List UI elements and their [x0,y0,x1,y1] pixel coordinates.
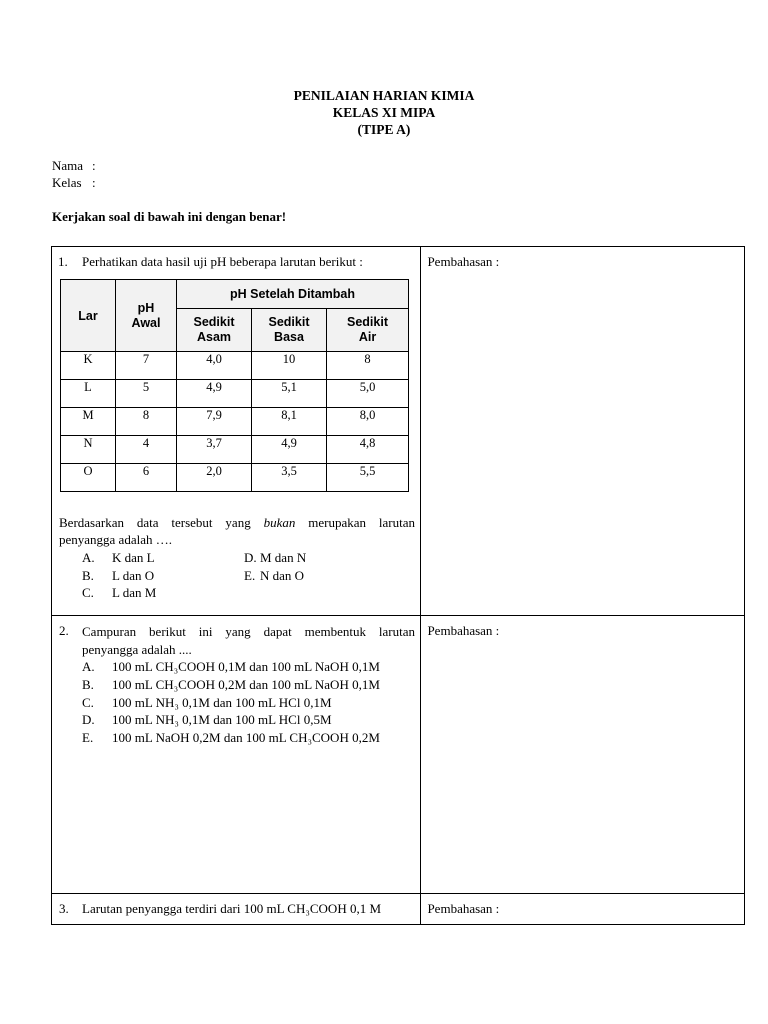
cell-basa: 3,5 [252,464,327,492]
sub-header-basa-l1: Sedikit [268,315,310,329]
table-row [61,408,409,436]
cell-lar: N [61,436,116,464]
sub-header-asam [177,309,252,352]
option-b[interactable] [82,676,380,694]
option-text: L dan O [112,567,155,583]
cell-air: 5,5 [327,464,409,492]
kelas-label: Kelas [52,175,82,190]
col-ph-awal-header [116,280,177,352]
option-key: C. [82,585,94,600]
cell-awal: 7 [116,352,177,380]
cell-basa: 10 [252,352,327,380]
cell-basa: 4,9 [252,436,327,464]
cell-lar: K [61,352,116,380]
option-text: N dan O [260,567,305,583]
kelas-row [52,174,96,191]
question-2-text: Campuran berikut ini yang dapat membentuk larutan penyangga adalah .... [82,624,415,657]
option-text: 100 mL CH₃COOH 0,1M dan 100 mL NaOH 0,1M [112,659,380,674]
question-3 [59,901,419,917]
cell-asam: 4,9 [177,380,252,408]
cell-lar: L [61,380,116,408]
option-d[interactable] [82,711,380,729]
pembahasan-2-label: Pembahasan : [427,623,500,638]
group-header: pH Setelah Ditambah [177,280,409,309]
option-text: 100 mL CH₃COOH 0,2M dan 100 mL NaOH 0,1M [112,676,380,692]
document-header [0,87,768,138]
stem-before: Berdasarkan data tersebut yang [59,515,264,530]
question-1-text: Perhatikan data hasil uji pH beberapa larutan berikut : [82,254,363,269]
option-text: 100 mL NH₃ 0,1M dan 100 mL HCl 0,5M [112,712,332,728]
pembahasan-3-cell[interactable] [421,894,745,925]
col-ph-awal-line1: pH [137,300,155,315]
header-title: PENILAIAN HARIAN KIMIA [293,88,475,103]
cell-awal: 4 [116,436,177,464]
question-3-cell [52,894,421,925]
table-row [61,436,409,464]
table-row [61,464,409,492]
question-row-2 [52,616,745,894]
cell-air: 4,8 [327,436,409,464]
sub-header-air-l1: Sedikit [347,315,388,329]
table-row [61,380,409,408]
option-a[interactable] [82,658,380,676]
cell-awal: 5 [116,380,177,408]
question-3-number: 3. [59,901,69,916]
question-2-options [82,658,380,747]
cell-awal: 8 [116,408,177,436]
stem-italic: bukan [263,515,296,530]
cell-lar: O [61,464,116,492]
option-key: E. [82,730,94,746]
option-d[interactable] [244,549,306,567]
cell-air: 5,0 [327,380,409,408]
sub-header-basa-l2: Basa [274,330,304,344]
option-text: K dan L [112,550,155,565]
cell-asam: 2,0 [177,464,252,492]
question-1-number: 1. [58,254,68,269]
nama-label: Nama [52,158,84,173]
table-row [61,352,409,380]
option-key: D. [82,712,95,728]
pembahasan-1-cell[interactable] [421,247,745,616]
header-type: (TIPE A) [357,122,411,137]
option-key: B. [82,676,94,692]
option-b[interactable] [82,567,156,585]
option-text: 100 mL NaOH 0,2M dan 100 mL CH₃COOH 0,2M [112,730,380,746]
col-lar-header: Lar [61,280,116,352]
question-row-3 [52,894,745,925]
instruction: Kerjakan soal di bawah ini dengan benar! [52,209,287,224]
question-2-cell [52,616,421,894]
question-2-number: 2. [59,623,69,638]
question-1 [52,254,421,270]
option-key: C. [82,694,94,710]
student-identity [52,157,96,191]
pembahasan-2-cell[interactable] [421,616,745,894]
option-a[interactable] [82,549,156,567]
sub-header-asam-l2: Asam [196,330,232,344]
sub-header-air [327,309,409,352]
sub-header-asam-l1: Sedikit [193,315,235,329]
option-c[interactable] [82,584,156,602]
stem-after: merupakan larutan penyangga adalah …. [59,515,416,547]
question-1-stem [59,514,415,548]
cell-awal: 6 [116,464,177,492]
pembahasan-1-label: Pembahasan : [427,254,500,269]
option-c[interactable] [82,694,380,712]
col-ph-awal-line2: Awal [131,315,161,330]
option-key: E. [244,567,256,583]
option-key: D. [244,550,257,565]
nama-colon: : [92,158,96,173]
option-text: L dan M [112,585,157,600]
cell-basa: 5,1 [252,380,327,408]
option-e[interactable] [244,567,306,585]
option-key: A. [82,550,95,565]
cell-air: 8,0 [327,408,409,436]
ph-data-table [60,279,409,492]
cell-air: 8 [327,352,409,380]
header-class: KELAS XI MIPA [332,105,436,120]
question-table [51,246,745,925]
cell-lar: M [61,408,116,436]
sub-header-basa [252,309,327,352]
option-text: M dan N [260,550,307,565]
sub-header-air-l2: Air [358,330,377,344]
option-e[interactable] [82,729,380,747]
cell-asam: 3,7 [177,436,252,464]
kelas-colon: : [92,175,96,190]
question-row-1 [52,247,745,616]
question-1-cell [52,247,421,616]
option-key: B. [82,567,94,583]
cell-asam: 4,0 [177,352,252,380]
cell-asam: 7,9 [177,408,252,436]
option-key: A. [82,659,95,674]
question-3-text: Larutan penyangga terdiri dari 100 mL CH₃COOH 0,1 M [82,901,382,916]
option-text: 100 mL NH₃ 0,1M dan 100 mL HCl 0,1M [112,694,332,710]
nama-row [52,157,96,174]
pembahasan-3-label: Pembahasan : [427,901,500,916]
cell-basa: 8,1 [252,408,327,436]
